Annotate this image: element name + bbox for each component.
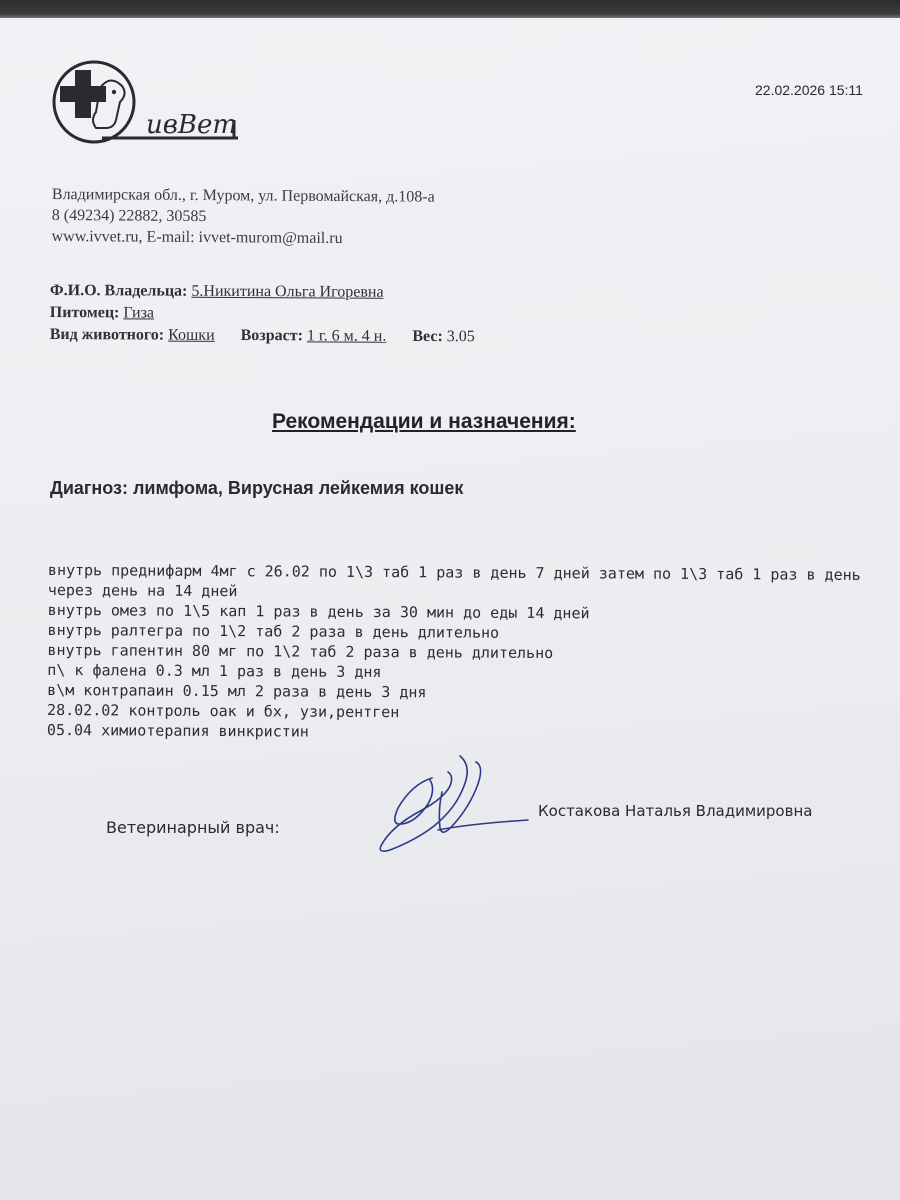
recommendation-item: в\м контрапаин 0.15 мл 2 раза в день 3 дня xyxy=(47,680,427,702)
weight-label: Вес: xyxy=(412,327,443,346)
recommendation-item: 28.02.02 контроль оак и бх, узи,рентген xyxy=(47,700,400,722)
weight-value: 3.05 xyxy=(446,328,475,346)
diagnosis: Диагноз: лимфома, Вирусная лейкемия кошек xyxy=(50,478,464,498)
logo-text: ивВет xyxy=(146,110,238,140)
recommendation-item: внутрь преднифарм 4мг с 26.02 по 1\3 таб 1 раз в день 7 дней затем по 1\3 таб 1 раз в день через день на 14 дней xyxy=(47,561,861,601)
clinic-info xyxy=(52,184,435,250)
doctor-signature xyxy=(372,752,532,862)
recommendations-list xyxy=(47,560,868,745)
owner-value: 5.Никитина Ольга Игоревна xyxy=(191,282,384,301)
recommendation-item: 05.04 химиотерапия винкристин xyxy=(46,720,309,741)
clinic-phone: 8 (49234) 22882, 30585 xyxy=(51,206,207,226)
species-value: Кошки xyxy=(168,326,215,344)
species-label: Вид животного: xyxy=(49,325,165,344)
pet-value: Гиза xyxy=(123,304,155,322)
clinic-logo xyxy=(50,58,250,153)
clinic-web-email: www.ivvet.ru, E-mail: ivvet-murom@mail.ru xyxy=(51,227,343,248)
age-value: 1 г. 6 м. 4 н. xyxy=(306,327,387,345)
recommendation-item: внутрь гапентин 80 мг по 1\2 таб 2 раза в день длительно xyxy=(47,640,554,663)
doctor-label: Ветеринарный врач: xyxy=(106,818,280,837)
patient-info xyxy=(50,280,475,348)
owner-label: Ф.И.О. Владельца: xyxy=(49,281,188,300)
page-title: Рекомендации и назначения: xyxy=(272,410,576,433)
recommendation-item: п\ к фалена 0.3 мл 1 раз в день 3 дня xyxy=(47,660,382,682)
age-label: Возраст: xyxy=(240,326,303,345)
clinic-address: Владимирская обл., г. Муром, ул. Первомайская, д.108-а xyxy=(51,185,435,206)
recommendation-item: внутрь ралтегра по 1\2 таб 2 раза в день длительно xyxy=(47,620,500,642)
print-datetime: 22.02.2026 15:11 xyxy=(755,82,863,98)
pet-label: Питомец: xyxy=(49,303,120,322)
recommendation-item: внутрь омез по 1\5 кап 1 раз в день за 30 мин до еды 14 дней xyxy=(47,600,590,623)
doctor-name: Костакова Наталья Владимировна xyxy=(538,802,813,820)
